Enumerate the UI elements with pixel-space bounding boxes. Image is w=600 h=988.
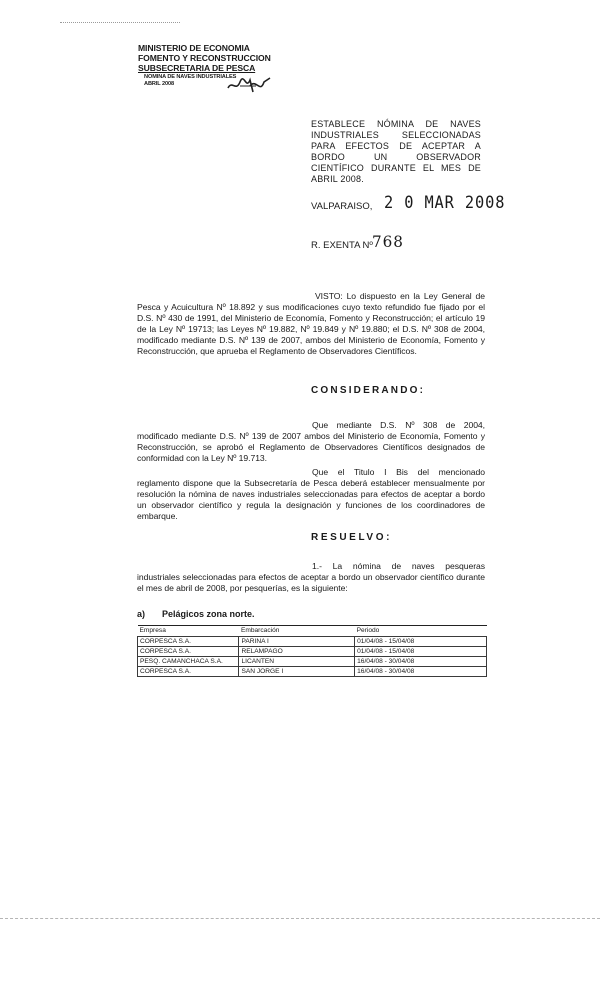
column-header-empresa: Empresa <box>139 627 166 634</box>
resuelvo-heading: RESUELVO: <box>311 532 392 543</box>
cell-embarcacion: PARINA I <box>239 637 355 647</box>
resolution-number: 768 <box>372 232 404 251</box>
cell-embarcacion: SAN JORGE I <box>239 667 355 677</box>
vessel-table <box>137 625 487 677</box>
considerando-heading: CONSIDERANDO: <box>311 385 426 396</box>
column-header-periodo: Periodo <box>356 627 380 634</box>
resuelvo-text-1: 1.- La nómina de naves pesqueras industriales seleccionadas para efectos de aceptar a bordo un observador científico durante el mes de abril de 2008, por pesquerías, es la siguiente: <box>137 561 485 593</box>
ministry-reference-1: NOMINA DE NAVES INDUSTRIALES <box>144 73 237 80</box>
resolution-subject: ESTABLECE NÓMINA DE NAVES INDUSTRIALES SELECCIONADAS PARA EFECTOS DE ACEPTAR A BORDO UN OBSERVADOR CIENTÍFICO DURANTE EL MES DE ABRIL 2008. <box>311 119 481 184</box>
section-a-marker: a) <box>137 609 146 619</box>
cell-empresa: CORPESCA S.A. <box>138 647 239 657</box>
resolution-label: R. EXENTA Nº <box>311 240 373 251</box>
considerando-text-2: Que el Titulo I Bis del mencionado reglamento dispone que la Subsecretaría de Pesca deberá establecer mensualmente por resolución la nómina de naves industriales seleccionadas para efectos de aceptar a bordo un observador científico y regula la designación y funciones de los coordinadores de embarque. <box>137 467 485 521</box>
table-header-row <box>138 626 487 637</box>
cell-embarcacion: LICANTEN <box>239 657 355 667</box>
considerando-paragraph-1 <box>137 420 485 464</box>
section-a-title: Pelágicos zona norte. <box>162 609 255 619</box>
considerando-text-1: Que mediante D.S. Nº 308 de 2004, modificado mediante D.S. Nº 139 de 2007 ambos del Ministerio de Economía, Fomento y Reconstrucción, se aprobó el Reglamento de Observadores Científicos designados de conformidad con la Ley Nº 19.713. <box>137 420 485 463</box>
scan-artifact-bottom <box>0 918 600 919</box>
table-row <box>138 647 487 657</box>
stamped-date: 2 0 MAR 2008 <box>384 193 506 213</box>
table-row <box>138 657 487 667</box>
initials-signature <box>226 74 272 96</box>
ministry-line-2: FOMENTO Y RECONSTRUCCION <box>138 53 271 64</box>
cell-embarcacion: RELAMPAGO <box>239 647 355 657</box>
considerando-paragraph-2 <box>137 467 485 522</box>
ministry-line-1: MINISTERIO DE ECONOMIA <box>138 43 250 53</box>
ministry-reference-2: ABRIL 2008 <box>144 80 174 87</box>
cell-empresa: CORPESCA S.A. <box>138 637 239 647</box>
cell-periodo: 01/04/08 - 15/04/08 <box>355 647 487 657</box>
section-a <box>137 609 255 619</box>
visto-text: VISTO: Lo dispuesto en la Ley General de Pesca y Acuicultura Nº 18.892 y sus modificaciones cuyo texto refundido fue fijado por el D.S. Nº 430 de 1991, del Ministerio de Economía, Fomento y Reconstrucción; el artículo 19 de la Ley Nº 19713; las Leyes Nº 19.882, Nº 19.849 y Nº 19.880; el D.S. Nº 308 de 2004, modificado mediante D.S. Nº 139 de 2007, ambos del Ministerio de Economía, Fomento y Reconstrucción, que aprueba el Reglamento de Observadores Científicos. <box>137 291 485 356</box>
resuelvo-paragraph-1 <box>137 561 485 594</box>
table-row <box>138 667 487 677</box>
visto-paragraph <box>137 291 485 357</box>
cell-empresa: PESQ. CAMANCHACA S.A. <box>138 657 239 667</box>
cell-empresa: CORPESCA S.A. <box>138 667 239 677</box>
cell-periodo: 16/04/08 - 30/04/08 <box>355 657 487 667</box>
ministry-line-3: SUBSECRETARIA DE PESCA <box>138 63 256 74</box>
column-header-embarcacion: Embarcación <box>240 627 280 634</box>
table-row <box>138 637 487 647</box>
cell-periodo: 16/04/08 - 30/04/08 <box>355 667 487 677</box>
scan-artifact-top <box>60 22 180 23</box>
place-label: VALPARAISO, <box>311 201 373 212</box>
cell-periodo: 01/04/08 - 15/04/08 <box>355 637 487 647</box>
